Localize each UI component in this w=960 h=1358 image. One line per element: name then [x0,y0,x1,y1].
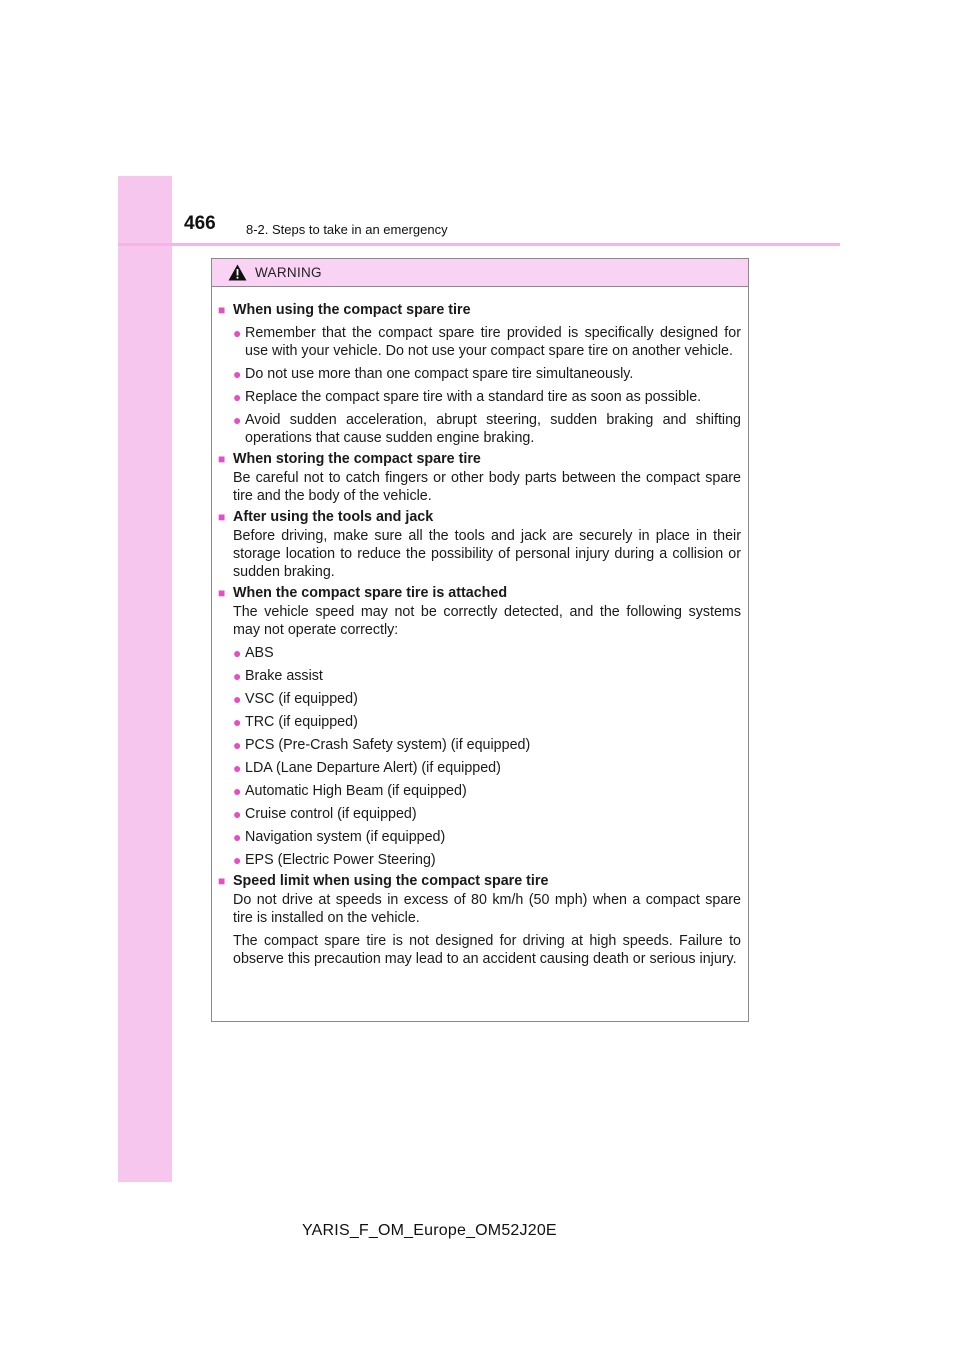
square-bullet-icon: ■ [218,452,226,466]
circle-bullet-icon: ● [233,325,242,341]
circle-bullet-icon: ● [233,645,242,661]
circle-bullet-icon: ● [233,760,242,776]
bullet-item [233,713,741,731]
circle-bullet-icon: ● [233,829,242,845]
bullet-text: Do not use more than one compact spare tire simultaneously. [245,366,634,382]
circle-bullet-icon: ● [233,783,242,799]
section-paragraph: Be careful not to catch fingers or other body parts between the compact spare tire and the body of the vehicle. [233,470,741,504]
circle-bullet-icon: ● [233,852,242,868]
warning-label: WARNING [255,265,322,280]
section-heading-text: Speed limit when using the compact spare tire [233,873,549,889]
circle-bullet-icon: ● [233,737,242,753]
section-heading-text: When using the compact spare tire [233,302,471,318]
bullet-text: Avoid sudden acceleration, abrupt steering, sudden braking and shifting operations that cause sudden engine braking. [245,412,741,446]
page-number: 466 [184,213,216,234]
square-bullet-icon: ■ [218,586,226,600]
warning-section-heading [218,508,741,526]
circle-bullet-icon: ● [233,691,242,707]
warning-body [212,287,748,968]
bullet-text: LDA (Lane Departure Alert) (if equipped) [245,760,501,776]
warning-section-heading [218,872,741,890]
warning-section-heading [218,584,741,602]
bullet-item [233,365,741,383]
bullet-item [233,690,741,708]
bullet-text: Remember that the compact spare tire provided is specifically designed for use with your vehicle. Do not use your compact spare tire on another vehicle. [245,325,741,359]
bullet-text: Navigation system (if equipped) [245,829,446,845]
bullet-item [233,736,741,754]
circle-bullet-icon: ● [233,412,242,428]
bullet-item [233,782,741,800]
bullet-item [233,759,741,777]
warning-triangle-icon [228,264,247,281]
circle-bullet-icon: ● [233,806,242,822]
bullet-item [233,411,741,447]
bullet-text: VSC (if equipped) [245,691,358,707]
bullet-item [233,644,741,662]
circle-bullet-icon: ● [233,366,242,382]
section-paragraph: The compact spare tire is not designed for driving at high speeds. Failure to observe this precaution may lead to an accident causing death or serious injury. [233,933,741,967]
square-bullet-icon: ■ [218,510,226,524]
header-rule [118,243,840,246]
circle-bullet-icon: ● [233,668,242,684]
bullet-text: Replace the compact spare tire with a standard tire as soon as possible. [245,389,702,405]
chapter-side-band [118,176,172,1182]
document-code: YARIS_F_OM_Europe_OM52J20E [302,1222,557,1239]
section-heading-text: After using the tools and jack [233,509,434,525]
circle-bullet-icon: ● [233,389,242,405]
section-title: 8-2. Steps to take in an emergency [246,222,448,237]
section-heading-text: When the compact spare tire is attached [233,585,508,601]
circle-bullet-icon: ● [233,714,242,730]
bullet-item [233,667,741,685]
bullet-item [233,324,741,360]
bullet-text: PCS (Pre-Crash Safety system) (if equipped) [245,737,531,753]
warning-section-heading [218,301,741,319]
bullet-text: Cruise control (if equipped) [245,806,417,822]
bullet-item [233,851,741,869]
warning-section-heading [218,450,741,468]
square-bullet-icon: ■ [218,303,226,317]
bullet-item [233,828,741,846]
square-bullet-icon: ■ [218,874,226,888]
bullet-text: TRC (if equipped) [245,714,358,730]
bullet-item [233,388,741,406]
bullet-item [233,805,741,823]
section-paragraph: Do not drive at speeds in excess of 80 km/h (50 mph) when a compact spare tire is installed on the vehicle. [233,892,741,926]
bullet-text: Automatic High Beam (if equipped) [245,783,467,799]
section-heading-text: When storing the compact spare tire [233,451,481,467]
section-paragraph: Before driving, make sure all the tools and jack are securely in place in their storage location to reduce the possibility of personal injury during a collision or sudden braking. [233,528,741,580]
warning-box [211,258,749,1022]
bullet-text: ABS [245,645,274,661]
section-paragraph: The vehicle speed may not be correctly detected, and the following systems may not operate correctly: [233,604,741,638]
bullet-text: EPS (Electric Power Steering) [245,852,436,868]
warning-header [212,259,748,287]
bullet-text: Brake assist [245,668,323,684]
